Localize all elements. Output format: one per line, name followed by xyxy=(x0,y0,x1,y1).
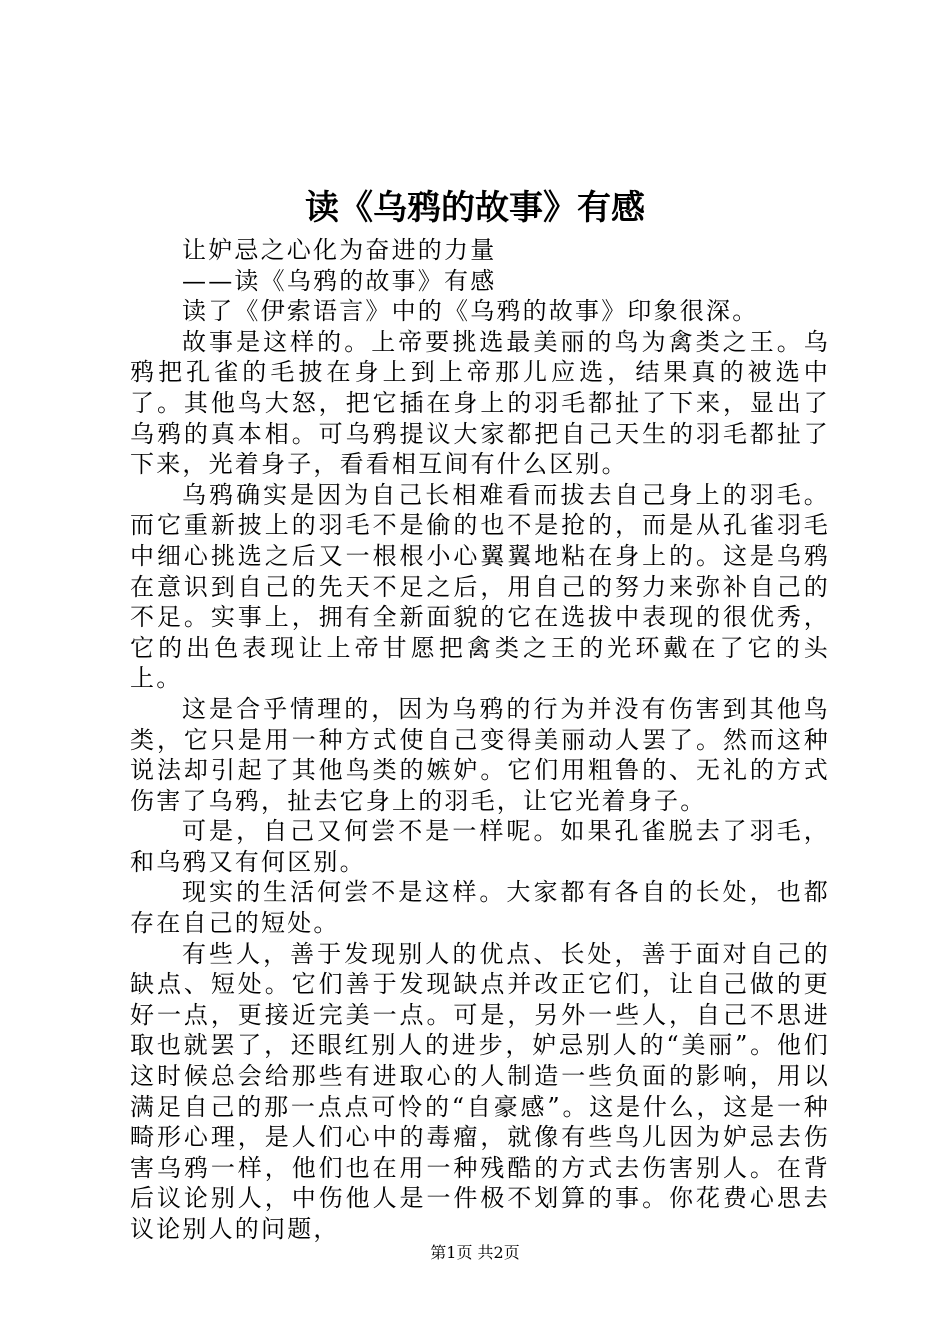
paragraph: 有些人，善于发现别人的优点、长处，善于面对自己的缺点、短处。它们善于发现缺点并改正它们，让自己做的更好一点，更接近完美一点。可是，另外一些人，自己不思进取也就罢了，还眼红别人的进步，妒忌别人的“美丽”。他们这时候总会给那些有进取心的人制造一些负面的影响，用以满足自己的那一点点可怜的“自豪感”。这是什么，这是一种畸形心理，是人们心中的毒瘤，就像有些鸟儿因为妒忌去伤害乌鸦一样，他们也在用一种残酷的方式去伤害别人。在背后议论别人，中伤他人是一件极不划算的事。你花费心思去议论别人的问题， xyxy=(130,939,830,1243)
paragraph: 现实的生活何尝不是这样。大家都有各自的长处，也都存在自己的短处。 xyxy=(130,878,830,938)
paragraph: 读了《伊索语言》中的《乌鸦的故事》印象很深。 xyxy=(182,297,759,326)
document-body xyxy=(130,235,830,1245)
page-footer: 第1页 共2页 xyxy=(430,1243,520,1262)
paragraph: 故事是这样的。上帝要挑选最美丽的鸟为禽类之王。乌鸦把孔雀的毛披在身上到上帝那儿应选，结果真的被选中了。其他鸟大怒，把它插在身上的羽毛都扯了下来，显出了乌鸦的真本相。可乌鸦提议大家都把自己天生的羽毛都扯了下来，光着身子，看看相互间有什么区别。 xyxy=(130,327,830,479)
document-title: 读《乌鸦的故事》有感 xyxy=(305,188,645,228)
paragraph: 这是合乎情理的，因为乌鸦的行为并没有伤害到其他鸟类，它只是用一种方式使自己变得美丽动人罢了。然而这种说法却引起了其他鸟类的嫉妒。它们用粗鲁的、无礼的方式伤害了乌鸦，扯去它身上的羽毛，让它光着身子。 xyxy=(130,694,830,815)
paragraph: 乌鸦确实是因为自己长相难看而拔去自己身上的羽毛。而它重新披上的羽毛不是偷的也不是抢的，而是从孔雀羽毛中细心挑选之后又一根根小心翼翼地粘在身上的。这是乌鸦在意识到自己的先天不足之后，用自己的努力来弥补自己的不足。实事上，拥有全新面貌的它在选拔中表现的很优秀，它的出色表现让上帝甘愿把禽类之王的光环戴在了它的头上。 xyxy=(130,480,830,693)
paragraph: 让妒忌之心化为奋进的力量 xyxy=(182,236,497,264)
paragraph: ——读《乌鸦的故事》有感 xyxy=(182,266,497,295)
paragraph: 可是，自己又何尝不是一样呢。如果孔雀脱去了羽毛，和乌鸦又有何区别。 xyxy=(130,817,830,876)
